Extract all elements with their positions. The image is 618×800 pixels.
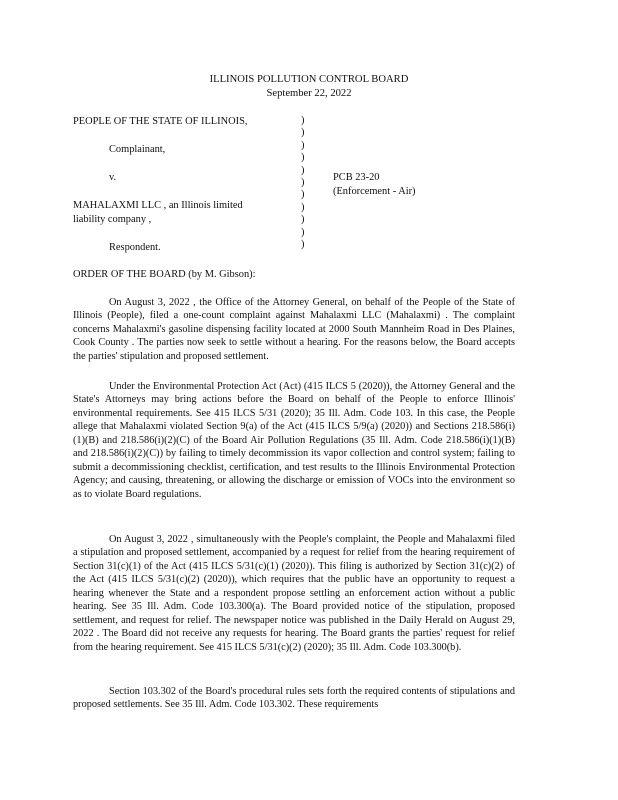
order-date: September 22, 2022 [266, 88, 352, 99]
caption-respondent-name-2: liability company , [73, 214, 152, 225]
paragraph-3: On August 3, 2022 , simultaneously with the People's complaint, the People and Mahalaxmi filed a stipulation and proposed settlement, accompanied by a request for relief from the hearing requirement of Section 31(c)(1) of the Act (415 ILCS 5/31(c)(1) (2020)). This filing is authorized by Section 31(c)(2) of the Act (415 ILCS 5/31(c)(2) (2020)), which requires that the public have an opportunity to request a hearing whenever the State and a respondent propose settling an enforcement action without a public hearing. See 35 Ill. Adm. Code 103.300(a). The Board provided notice of the stipulation, proposed settlement, and request for relief. The newspaper notice was published in the Daily Herald on August 29, 2022 . The Board did not receive any requests for hearing. The Board grants the parties' request for relief from the hearing requirement. See 415 ILCS 5/31(c)(2) (2020); 35 Ill. Adm. Code 103.300(b). [73, 534, 515, 653]
caption-respondent-name-1: MAHALAXMI LLC , an Illinois limited [73, 200, 243, 211]
caption-parens: ) ) ) ) ) ) ) ) ) ) ) [301, 115, 305, 251]
case-number: PCB 23-20 [333, 172, 380, 183]
paragraph-1: On August 3, 2022 , the Office of the Attorney General, on behalf of the People of the State of Illinois (People), filed a one-count complaint against Mahalaxmi LLC (Mahalaxmi) . The complaint concerns Mahalaxmi's gasoline dispensing facility located at 2000 South Mannheim Road in Des Plaines, Cook County . The parties now seek to settle without a hearing. For the reasons below, the Board accepts the parties' stipulation and proposed settlement. [73, 297, 515, 362]
caption-petitioner: PEOPLE OF THE STATE OF ILLINOIS, [73, 116, 248, 127]
paragraph-4: Section 103.302 of the Board's procedural rules sets forth the required contents of stipulations and proposed settlements. See 35 Ill. Adm. Code 103.302. These requirements [73, 686, 515, 711]
agency-title: ILLINOIS POLLUTION CONTROL BOARD [209, 74, 409, 85]
case-type: (Enforcement - Air) [333, 186, 416, 197]
paragraph-2: Under the Environmental Protection Act (Act) (415 ILCS 5 (2020)), the Attorney General and the State's Attorneys may bring actions before the Board on behalf of the People to enforce Illinois' environmental requirements. See 415 ILCS 5/31 (2020); 35 Ill. Adm. Code 103. In this case, the People allege that Mahalaxmi violated Section 9(a) of the Act (415 ILCS 5/9(a) (2020)) and Sections 218.586(i)(1)(B) and 218.586(i)(2)(C) of the Board Air Pollution Regulations (35 Ill. Adm. Code 218.586(i)(1)(B) and 218.586(i)(2)(C)) by failing to timely decommission its vapor collection and control system; failing to submit a decommissioning checklist, certification, and test results to the Illinois Environmental Protection Agency; and causing, threatening, or allowing the discharge or emission of VOCs into the environment so as to violate Board regulations. [73, 381, 515, 500]
caption-complainant: Complainant, [109, 144, 166, 155]
order-heading: ORDER OF THE BOARD (by M. Gibson): [73, 269, 256, 280]
caption-respondent: Respondent. [109, 242, 161, 253]
caption-versus: v. [109, 172, 117, 183]
